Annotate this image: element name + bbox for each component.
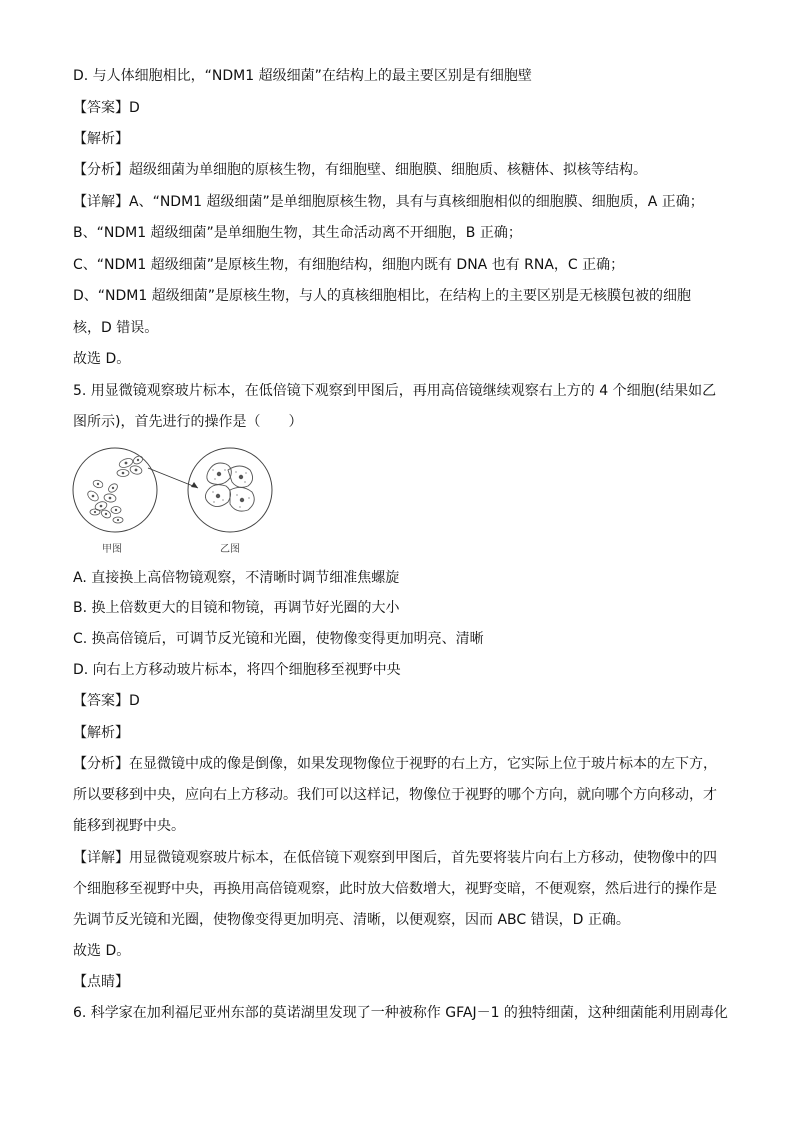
cell-nuclei-left bbox=[92, 459, 140, 521]
q4-choose: 故选 D。 bbox=[73, 351, 131, 367]
q5-fenxi-line-2: 所以要移到中央，应向右上方移动。我们可以这样记，物像位于视野的哪个方向，就向哪个方向移动，才 bbox=[73, 787, 717, 803]
arrow-head bbox=[191, 482, 198, 488]
figure-label-left: 甲图 bbox=[102, 544, 122, 555]
q5-option-c: C. 换高倍镜后，可调节反光镜和光圈，使物像变得更加明亮、清晰 bbox=[73, 631, 484, 647]
q5-analysis-heading: 【解析】 bbox=[73, 725, 129, 741]
field-circle-left bbox=[73, 448, 157, 532]
q5-option-b: B. 换上倍数更大的目镜和物镜，再调节好光圈的大小 bbox=[73, 600, 400, 616]
q4-detail-line-1: 【详解】A、“NDM1 超级细菌”是单细胞原核生物，具有与真核细胞相似的细胞膜、细胞质，A 正确； bbox=[73, 194, 704, 210]
q5-answer: 【答案】D bbox=[73, 693, 140, 709]
q4-analysis-heading: 【解析】 bbox=[73, 131, 129, 147]
q5-fenxi-line-3: 能移到视野中央。 bbox=[73, 818, 185, 834]
q4-detail-line-4a: D、“NDM1 超级细菌”是原核生物，与人的真核细胞相比，在结构上的主要区别是无核膜包被的细胞 bbox=[73, 288, 691, 304]
q4-answer: 【答案】D bbox=[73, 100, 140, 116]
q5-dianjing: 【点睛】 bbox=[73, 974, 129, 990]
q5-option-a: A. 直接换上高倍物镜观察，不清晰时调节细准焦螺旋 bbox=[73, 570, 400, 586]
q5-detail-line-3: 先调节反光镜和光圈，使物像变得更加明亮、清晰，以便观察，因而 ABC 错误，D 正确。 bbox=[73, 912, 630, 928]
q4-detail-line-4b: 核，D 错误。 bbox=[73, 320, 159, 336]
q4-detail-line-3: C、“NDM1 超级细菌”是原核生物，有细胞结构，细胞内既有 DNA 也有 RNA，C 正确； bbox=[73, 257, 625, 273]
q5-choose: 故选 D。 bbox=[73, 943, 131, 959]
q4-fenxi: 【分析】超级细菌为单细胞的原核生物，有细胞壁、细胞膜、细胞质、核糖体、拟核等结构。 bbox=[73, 162, 647, 178]
q5-stem-line-1: 5. 用显微镜观察玻片标本，在低倍镜下观察到甲图后，再用高倍镜继续观察右上方的 4 个细胞(结果如乙 bbox=[73, 383, 717, 399]
q5-stem-line-2: 图所示)，首先进行的操作是（ ） bbox=[73, 414, 303, 430]
q5-option-d: D. 向右上方移动玻片标本，将四个细胞移至视野中央 bbox=[73, 662, 401, 678]
figure-label-right: 乙图 bbox=[220, 544, 240, 555]
q4-option-d: D. 与人体细胞相比，“NDM1 超级细菌”在结构上的最主要区别是有细胞壁 bbox=[73, 68, 532, 84]
q4-detail-line-2: B、“NDM1 超级细菌”是单细胞生物，其生命活动离不开细胞，B 正确； bbox=[73, 225, 522, 241]
q5-fenxi-line-1: 【分析】在显微镜中成的像是倒像，如果发现物像位于视野的右上方，它实际上位于玻片标本的左下方， bbox=[73, 756, 717, 772]
q5-detail-line-1: 【详解】用显微镜观察玻片标本，在低倍镜下观察到甲图后，首先要将装片向右上方移动，使物像中的四 bbox=[73, 850, 717, 866]
q5-detail-line-2: 个细胞移至视野中央，再换用高倍镜观察，此时放大倍数增大，视野变暗，不便观察，然后进行的操作是 bbox=[73, 881, 717, 897]
q6-stem-line-1: 6. 科学家在加利福尼亚州东部的莫诺湖里发现了一种被称作 GFAJ－1 的独特细菌，这种细菌能利用剧毒化 bbox=[73, 1005, 728, 1021]
microscope-figure bbox=[68, 440, 278, 558]
